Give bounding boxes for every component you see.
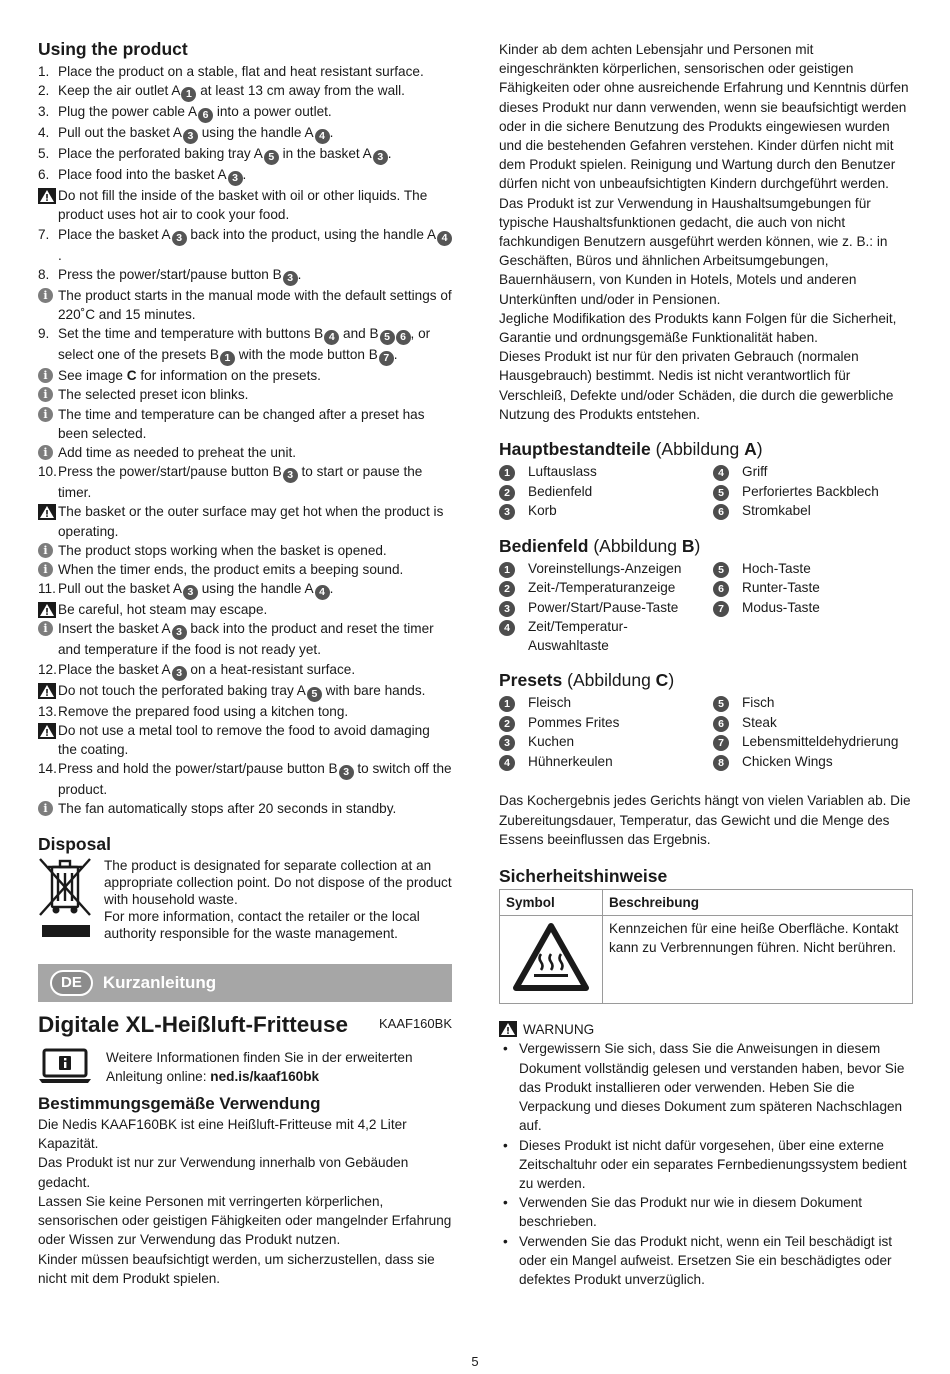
step-6: 6. Place food into the basket A 3 . <box>38 167 247 185</box>
info-icon: i <box>38 621 53 636</box>
model-number: KAAF160BK <box>379 1015 452 1031</box>
callout-badge: 3 <box>339 765 354 780</box>
list-item: 3 Korb <box>499 501 713 521</box>
list-item: 7 Lebensmitteldehydrierung <box>713 732 913 752</box>
warning-icon <box>38 188 56 204</box>
product-heading <box>38 1010 452 1040</box>
list-item: 3 Kuchen <box>499 732 713 752</box>
disposal-title: Disposal <box>38 833 111 854</box>
list-item: 5 Perforiertes Backblech <box>713 482 913 502</box>
warning-note: Do not use a metal tool to remove the food to avoid damaging the coating. <box>38 721 452 759</box>
result-note: Das Kochergebnis jedes Gerichts hängt von vielen Variablen ab. Die Zubereitungsdauer, Temperatur, das Gewicht und die Menge des Essens beeinflussen das Ergebnis. <box>499 793 911 847</box>
list-item: 2 Bedienfeld <box>499 482 713 502</box>
intended-use-title: Bestimmungsgemäße Verwendung <box>38 1094 321 1114</box>
step-13: 13. Remove the prepared food using a kitchen tong. <box>38 703 349 719</box>
safety-title: Sicherheitshinweise <box>499 866 668 887</box>
info-icon: i <box>38 445 53 460</box>
callout-badge: 6 <box>198 108 213 123</box>
language-badge: DE <box>50 970 93 996</box>
callout-badge: 3 <box>228 171 243 186</box>
list-item: 4 Griff <box>713 462 913 482</box>
info-icon: i <box>38 801 53 816</box>
warning-icon <box>38 723 56 739</box>
info-note: i The time and temperature can be changed after a preset has been selected. <box>38 405 452 443</box>
info-icon: i <box>38 387 53 402</box>
col-description: Beschreibung <box>603 890 913 916</box>
list-item: • Verwenden Sie das Produkt nicht, wenn ein Teil beschädigt ist oder ein Mangel aufweist. Ersetzen Sie ein beschädigtes oder defektes Produkt unverzüglich. <box>503 1233 893 1287</box>
list-item: • Vergewissern Sie sich, dass Sie die Anweisungen in diesem Dokument vollständig gelesen und verstanden haben, bevor Sie das Produkt installieren oder verwenden. Heben Sie die Verpackung und dieses Dokument zum späteren Nachschlagen auf. <box>503 1041 905 1134</box>
list-item: 3 Power/Start/Pause-Taste <box>499 598 713 618</box>
step-8: 8. Press the power/start/pause button B 3 . <box>38 266 302 284</box>
info-note: i The product stops working when the basket is opened. <box>38 541 452 560</box>
warning-note: The basket or the outer surface may get hot when the product is operating. <box>38 502 452 540</box>
online-info: Weitere Informationen finden Sie in der erweiterten Anleitung online: ned.is/kaaf160bk <box>38 1048 452 1089</box>
parts-list <box>499 462 913 521</box>
callout-badge: 4 <box>315 129 330 144</box>
callout-badge: 3 <box>283 468 298 483</box>
list-item: • Verwenden Sie das Produkt nur wie in diesem Dokument beschrieben. <box>503 1195 863 1230</box>
warning-note: Do not touch the perforated baking tray A 5 with bare hands. <box>38 681 452 702</box>
warning-icon <box>38 504 56 520</box>
info-icon: i <box>38 368 53 383</box>
parts-title: Hauptbestandteile (Abbildung A) <box>499 439 763 460</box>
info-icon: i <box>38 407 53 422</box>
hot-surface-description: Kennzeichen für eine heiße Oberfläche. Kontakt kann zu Verbrennungen führen. Nicht berühren. <box>603 916 913 1004</box>
list-item: 6 Runter-Taste <box>713 578 913 598</box>
weee-bin-icon <box>38 857 104 946</box>
info-note: i See image C for information on the presets. <box>38 366 452 385</box>
step-14: 14. Press and hold the power/start/pause button B 3 to switch off the product. <box>38 761 452 798</box>
callout-badge: 1 <box>181 87 196 102</box>
info-note: i The product starts in the manual mode with the default settings of 220˚C and 15 minutes. <box>38 286 452 324</box>
list-item: 2 Zeit-/Temperaturanzeige <box>499 578 713 598</box>
step-2: 2. Keep the air outlet A 1 at least 13 cm away from the wall. <box>38 83 405 101</box>
step-5: 5. Place the perforated baking tray A 5 in the basket A 3 . <box>38 146 392 164</box>
callout-badge: 1 <box>220 351 235 366</box>
info-icon: i <box>38 288 53 303</box>
callout-badge: 3 <box>172 231 187 246</box>
list-item: 5 Hoch-Taste <box>713 559 913 579</box>
list-item: 1 Voreinstellungs-Anzeigen <box>499 559 713 579</box>
page-number: 5 <box>471 1354 479 1369</box>
callout-badge: 3 <box>172 625 187 640</box>
warning-icon <box>38 602 56 618</box>
quick-guide-title: Kurzanleitung <box>102 973 217 993</box>
list-item: 1 Luftauslass <box>499 462 713 482</box>
col-symbol: Symbol <box>500 890 603 916</box>
list-item: 2 Pommes Frites <box>499 713 713 733</box>
callout-badge: 4 <box>324 330 339 345</box>
info-note: i Add time as needed to preheat the unit. <box>38 443 452 462</box>
step-3: 3. Plug the power cable A 6 into a power outlet. <box>38 104 332 122</box>
presets-title: Presets (Abbildung C) <box>499 670 675 691</box>
language-bar <box>38 964 452 1002</box>
info-note: i When the timer ends, the product emits a beeping sound. <box>38 560 452 579</box>
right-column: Kinder ab dem achten Lebensjahr und Personen mit eingeschränkten körperlichen, sensorischen oder geistigen Fähigkeiten oder ohne ausreichende Erfahrung und Kenntnis dürfen dieses Produkt nur dann verwenden, wenn sie beaufsichtigt werden oder in die sichere Benutzung des Produkts eingewiesen wurden und die bestehenden Gefahren verstehen. Kinder dürfen nicht mit dem Produkt spielen. Reinigung und Wartung durch den Benutzer dürfen nicht von unbeaufsichtigten Kindern durchgeführt werden. Das Produkt ist zur Verwendung in Haushaltsumgebungen für typische Haushaltsfunktionen gedacht, die auch von nicht fachkundigen Benutzern ausgeführt werden können, wie z. B.: in Geschäften, Büros und ähnlichen Arbeitsumgebungen, Bauernhäusern, von Kunden in Hotels, Motels und anderen Unterkünften und/oder in Pensionen. Jegliche Modifikation des Produkts kann Folgen für die Sicherheit, Garantie und ordnungsgemäße Funktionalität haben. Dieses Produkt ist nur für den privaten Gebrauch (normalen Hausgebrauch) bestimmt. Nedis ist nicht verantwortlich für Verschleiß, Defekte und/oder Schäden, die durch die gewerbliche Nutzung des Produkts entstehen. Hauptbestandteile (Abbildung A) 1 Luftauslass 4 Griff 2 Bedienfeld 5 Perforiertes Backblech 3 Korb 6 Stromkabel Bedienfeld (Abbildung B) 1 Voreinstellungs-Anzeigen 5 Hoch-Taste 2 Zeit-/Temperaturanzeige 6 Runter-Taste 3 Power/Start/Pause-Taste 7 Modus-Taste 4 Zeit/Temperatur-Auswahltaste Presets (Abbildung C) 1 Fleisch 5 Fisch 2 Pommes Frites 6 Steak 3 Kuchen 7 Lebensmitteldehydrierung 4 Hühnerkeulen 8 Chicken Wings Das Kochergebnis jedes Gerichts hängt von vielen Variablen ab. Die Zubereitungsdauer, Temperatur, das Gewicht und die Menge des Essens beeinflussen das Ergebnis. Sicherheitshinweise Symbol Beschreibung Kennzeichen für eine heiße Oberfläche. Kontakt kann zu Verbrennungen führen. Nicht berühren. WARNUNG • Vergewissern Sie sich, dass Sie die Anweisungen in diesem Dokument vollständig gelesen und verstanden haben, bevor Sie das Produkt installieren oder verwenden. Heben Sie die Verpackung und dieses Dokument zum späteren Nachschlagen auf. • Dieses Produkt ist nicht dafür vorgesehen, über eine externe Zeitschaltuhr oder ein separates Fernbedienungssystem bedient zu werden. • Verwenden Sie das Produkt nur wie in diesem Dokument beschrieben. • Verwenden Sie das Produkt nicht, wenn ein Teil beschädigt ist oder ein Mangel aufweist. Ersetzen Sie ein beschädigtes oder defektes Produkt unverzüglich. <box>499 40 913 1289</box>
panel-list <box>499 559 913 656</box>
symbol-table <box>499 889 913 1004</box>
warning-icon <box>38 683 56 699</box>
warning-icon <box>499 1021 517 1037</box>
callout-badge: 3 <box>172 666 187 681</box>
callout-badge: 3 <box>183 585 198 600</box>
list-item: 4 Hühnerkeulen <box>499 752 713 772</box>
step-1: 1. Place the product on a stable, flat and heat resistant surface. <box>38 64 424 79</box>
callout-badge: 5 <box>307 687 322 702</box>
callout-badge: 4 <box>315 585 330 600</box>
list-item: 1 Fleisch <box>499 693 713 713</box>
step-7: 7. Place the basket A 3 back into the product, using the handle A 4. <box>38 225 452 265</box>
info-note: i The fan automatically stops after 20 seconds in standby. <box>38 799 452 818</box>
product-title: Digitale XL-Heißluft-Fritteuse <box>38 1011 349 1037</box>
warning-note: Be careful, hot steam may escape. <box>38 600 452 619</box>
list-item: • Dieses Produkt ist nicht dafür vorgesehen, über eine externe Zeitschaltuhr oder ein separates Fernbedienungssystem bedient zu werden. <box>503 1137 907 1191</box>
warning-heading: WARNUNG <box>499 1020 913 1039</box>
step-10: 10. Press the power/start/pause button B 3 to start or pause the timer. <box>38 464 423 501</box>
step-12: 12. Place the basket A 3 on a heat-resistant surface. <box>38 661 356 679</box>
list-item: 5 Fisch <box>713 693 913 713</box>
callout-badge: 3 <box>283 271 298 286</box>
list-item: 4 Zeit/Temperatur-Auswahltaste <box>499 617 713 655</box>
guide-link[interactable]: ned.is/kaaf160bk <box>210 1069 320 1085</box>
disposal-block: The product is designated for separate collection at an appropriate collection point. Do not dispose of the product with household waste. For more information, contact the retailer or the local authority responsible for the waste management. <box>38 857 452 946</box>
callout-badge: 3 <box>373 150 388 165</box>
callout-badge: 5 <box>380 330 395 345</box>
step-11: 11. Pull out the basket A 3 using the handle A 4 . <box>38 581 334 599</box>
callout-badge: 4 <box>437 231 452 246</box>
info-note: i The selected preset icon blinks. <box>38 385 452 404</box>
callout-badge: 5 <box>264 150 279 165</box>
callout-badge: 7 <box>379 351 394 366</box>
hot-surface-icon <box>500 916 603 1004</box>
step-4: 4. Pull out the basket A 3 using the handle A 4 . <box>38 125 334 143</box>
callout-badge: 3 <box>183 129 198 144</box>
callout-badge: 6 <box>396 330 411 345</box>
step-9: 9. Set the time and temperature with buttons B 4 and B 5 6 , or select one of the presets B 1 with the mode button B 7 . <box>38 326 431 365</box>
list-item: 7 Modus-Taste <box>713 598 913 618</box>
presets-list <box>499 693 913 771</box>
left-column: Using the product 1. Place the product on a stable, flat and heat resistant surface. 2. Keep the air outlet A 1 at least 13 cm away from the wall. 3. Plug the power cable A 6 into a power outlet. 4. Pull out the basket A 3 using the handle A 4 . 5. Place the perforated baking tray A 5 in the basket A 3 . 6. Place food into the basket A 3 . Do not fill the inside of the basket with oil or other liquids. The product uses hot air to cook your food. 7. Place the basket A 3 back into the product, using the handle A 4. 8. Press the power/start/pause button B 3 . i The product starts in the manual mode with the default settings of 220˚C and 15 minutes. 9. Set the time and temperature with buttons B 4 and B 5 6 , or select one of the presets B 1 with the mode button B 7 . i See image C for information on the presets. i The selected preset icon blinks. i The time and temperature can be changed after a preset has been selected. i Add time as needed to preheat the unit. 10. Press the power/start/pause button B 3 to start or pause the timer. The basket or the outer surface may get hot when the product is operating. i The product stops working when the basket is opened. i When the timer ends, the product emits a beeping sound. 11. Pull out the basket A 3 using the handle A 4 . Be careful, hot steam may escape. i Insert the basket A 3 back into the product and reset the timer and temperature if the food is not ready yet. 12. Place the basket A 3 on a heat-resistant surface. Do not touch the perforated baking tray A 5 with bare hands. 13. Remove the prepared food using a kitchen tong. Do not use a metal tool to remove the food to avoid damaging the coating. 14. Press and hold the power/start/pause button B 3 to switch off the product. i The fan automatically stops after 20 seconds in standby. Disposal The product is designated for separate collection at an appropriate collection point. Do not dispose of the product with household waste. For more information, contact the retailer or the local authority responsible for the waste management. DE Kurzanleitung Digitale XL-Heißluft-Fritteuse KAAF160BK Weitere Informationen finden Sie in der erweiterten Anleitung online: ned.is/kaaf160bk Bestimmungsgemäße Verwendung Die Nedis KAAF160BK ist eine Heißluft-Fritteuse mit 4,2 Liter Kapazität. Das Produkt ist nur zur Verwendung innerhalb von Gebäuden gedacht. Lassen Sie keine Personen mit verringerten körperlichen, sensorischen oder geistigen Fähigkeiten oder mangelnder Erfahrung oder Wissen zur Verwendung das Produkt nutzen. Kinder müssen beaufsichtigt werden, um sicherzustellen, dass sie nicht mit dem Produkt spielen. <box>38 39 452 1286</box>
list-item: 6 Stromkabel <box>713 501 913 521</box>
warning-note: Do not fill the inside of the basket with oil or other liquids. The product uses hot air to cook your food. <box>38 186 452 224</box>
info-icon: i <box>38 562 53 577</box>
info-note: i Insert the basket A 3 back into the product and reset the timer and temperature if the food is not ready yet. <box>38 619 452 659</box>
list-item: 8 Chicken Wings <box>713 752 913 772</box>
using-title: Using the product <box>38 39 188 59</box>
laptop-info-icon <box>38 1048 106 1089</box>
panel-title: Bedienfeld (Abbildung B) <box>499 535 701 556</box>
list-item: 6 Steak <box>713 713 913 733</box>
info-icon: i <box>38 543 53 558</box>
